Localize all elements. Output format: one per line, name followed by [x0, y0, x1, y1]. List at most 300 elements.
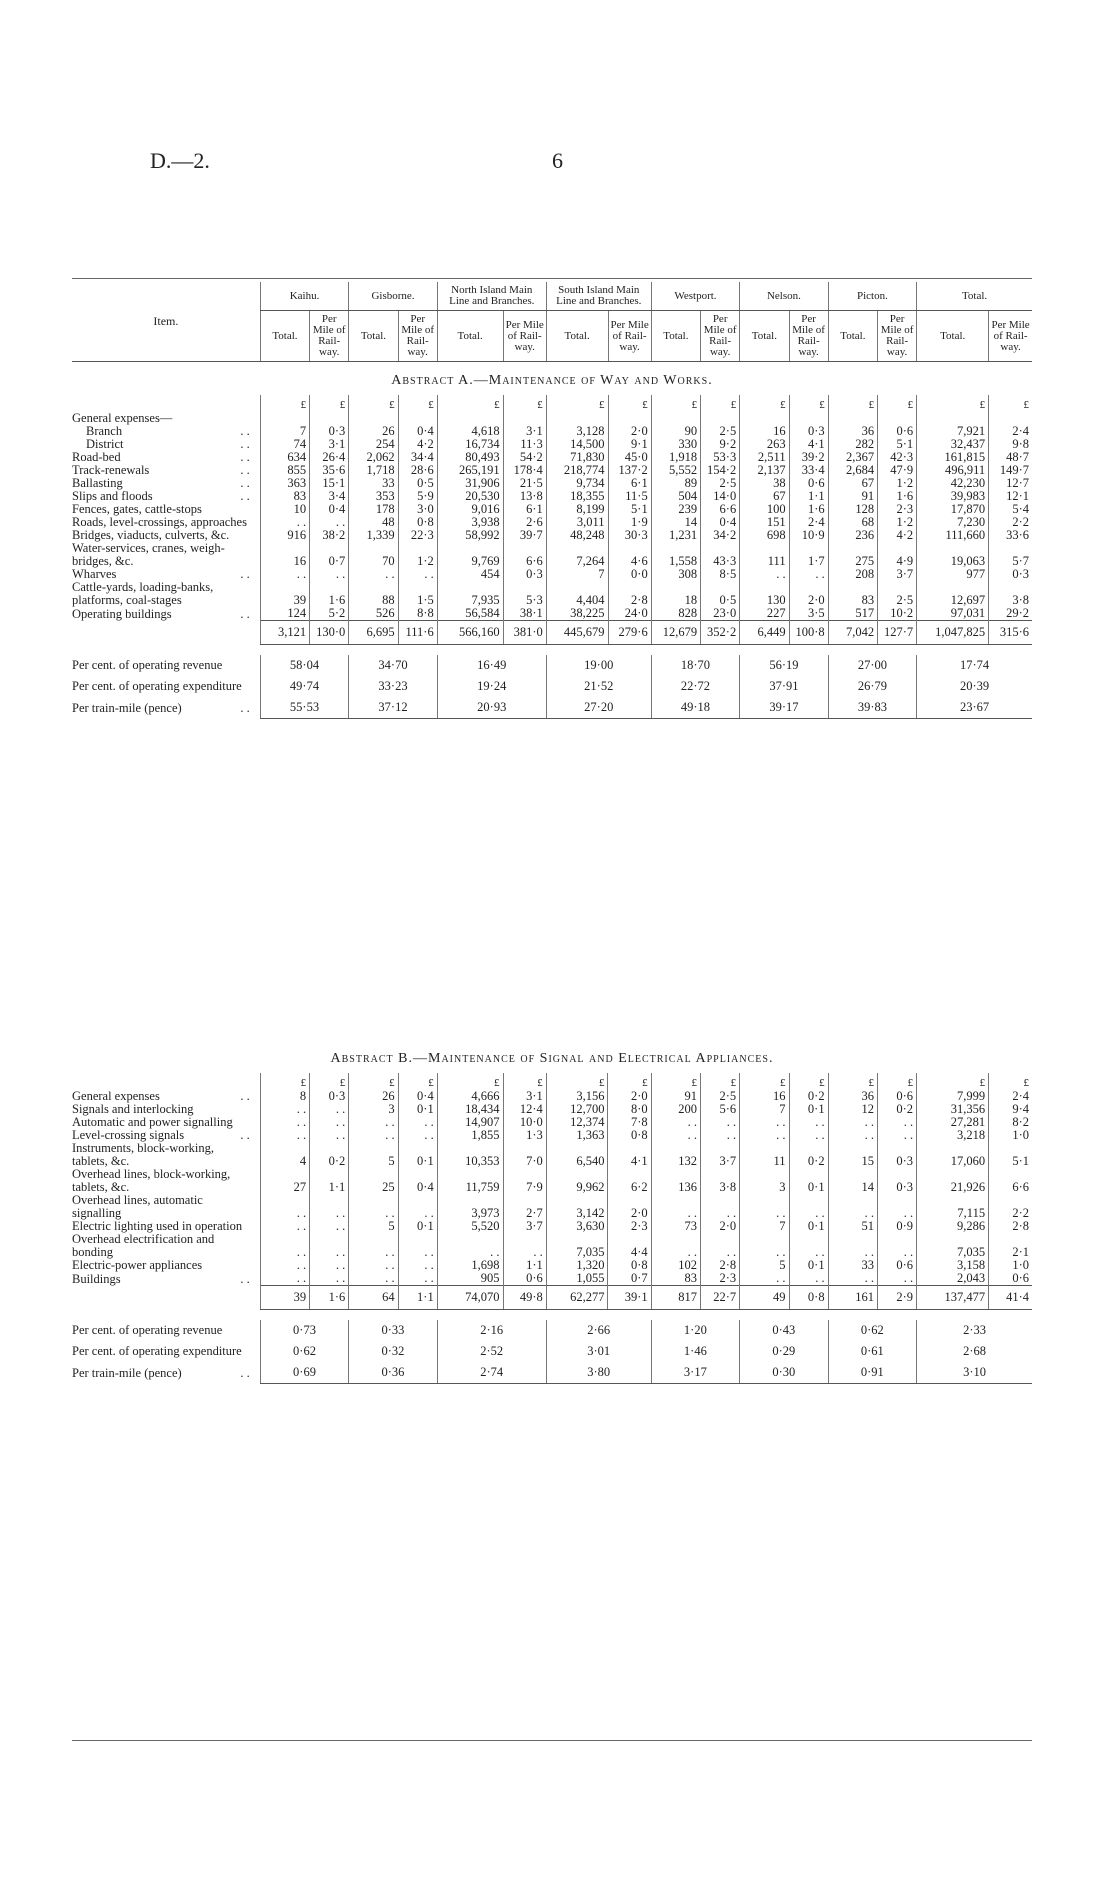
- value-cell: 496,911: [917, 464, 989, 477]
- total-cell: 137,477: [917, 1286, 989, 1310]
- value-cell: 89: [651, 477, 700, 490]
- value-cell: 0·3: [789, 425, 828, 438]
- per-mile-subheader: Per Mile of Rail-way.: [398, 311, 437, 362]
- leader-dots: . .: [240, 490, 250, 503]
- value-cell: 698: [740, 529, 789, 542]
- item-label: [72, 1272, 260, 1286]
- value-cell: 265,191: [437, 464, 503, 477]
- value-cell: 1,698: [437, 1259, 503, 1272]
- value-cell: 0·5: [398, 477, 437, 490]
- total-cell: 3,121: [260, 621, 309, 645]
- pound-sign: £: [917, 1073, 989, 1090]
- value-cell: 9·4: [989, 1103, 1032, 1116]
- value-cell: 9·1: [608, 438, 651, 451]
- item-label: [72, 438, 260, 451]
- value-cell: . .: [701, 1233, 740, 1259]
- value-cell: 16: [260, 542, 309, 568]
- value-cell: 16: [740, 425, 789, 438]
- value-cell: 7: [546, 568, 608, 581]
- value-cell: . .: [877, 1129, 916, 1142]
- value-cell: 8: [260, 1090, 309, 1103]
- value-cell: . .: [310, 1129, 349, 1142]
- total-cell: 381·0: [503, 621, 546, 645]
- value-cell: 3·7: [503, 1220, 546, 1233]
- value-cell: . .: [789, 1194, 828, 1220]
- value-cell: 1·7: [789, 542, 828, 568]
- value-cell: 10,353: [437, 1142, 503, 1168]
- value-cell: 161,815: [917, 451, 989, 464]
- value-cell: 2·3: [701, 1272, 740, 1286]
- item-label: [72, 425, 260, 438]
- value-cell: 828: [651, 607, 700, 621]
- value-cell: 0·6: [989, 1272, 1032, 1286]
- value-cell: 3·0: [398, 503, 437, 516]
- value-cell: 68: [828, 516, 877, 529]
- value-cell: 10·9: [789, 529, 828, 542]
- value-cell: . .: [260, 1194, 309, 1220]
- value-cell: 43·3: [701, 542, 740, 568]
- item-text: Branch: [86, 425, 123, 438]
- value-cell: . .: [310, 1259, 349, 1272]
- value-cell: . .: [349, 1259, 398, 1272]
- percentage-row: [72, 697, 1032, 719]
- table-row: [72, 607, 1032, 621]
- table-row: [72, 1220, 1032, 1233]
- value-cell: 20,530: [437, 490, 503, 503]
- value-cell: 2·5: [701, 1090, 740, 1103]
- value-cell: 0·1: [789, 1220, 828, 1233]
- group-header: Kaihu.: [260, 282, 348, 311]
- value-cell: 11,759: [437, 1168, 503, 1194]
- group-header: South Island Main Line and Branches.: [546, 282, 651, 311]
- value-cell: 54·2: [503, 451, 546, 464]
- value-cell: 916: [260, 529, 309, 542]
- pound-sign: £: [989, 1073, 1032, 1090]
- total-cell: 74,070: [437, 1286, 503, 1310]
- value-cell: 7,115: [917, 1194, 989, 1220]
- total-subheader: Total.: [917, 311, 989, 362]
- value-cell: 28·6: [398, 464, 437, 477]
- value-cell: 2·3: [608, 1220, 651, 1233]
- value-cell: 9·2: [701, 438, 740, 451]
- value-cell: 0·2: [310, 1142, 349, 1168]
- total-cell: 566,160: [437, 621, 503, 645]
- value-cell: 526: [349, 607, 398, 621]
- item-text: Level-crossing signals: [72, 1129, 185, 1142]
- pound-sign: £: [398, 1073, 437, 1090]
- pound-sign: £: [437, 395, 503, 412]
- group-header: Gisborne.: [349, 282, 437, 311]
- pound-sign: £: [701, 1073, 740, 1090]
- percentage-row: [72, 676, 1032, 697]
- value-cell: 7,035: [917, 1233, 989, 1259]
- total-cell: 64: [349, 1286, 398, 1310]
- value-cell: 14: [651, 516, 700, 529]
- value-cell: 8·8: [398, 607, 437, 621]
- value-cell: 5·4: [989, 503, 1032, 516]
- value-cell: . .: [503, 1233, 546, 1259]
- value-cell: 4·1: [608, 1142, 651, 1168]
- value-cell: 0·4: [398, 1168, 437, 1194]
- value-cell: [989, 412, 1032, 425]
- total-cell: 7,042: [828, 621, 877, 645]
- percentage-cell: 19·24: [437, 676, 546, 697]
- value-cell: 8·5: [701, 568, 740, 581]
- value-cell: 83: [260, 490, 309, 503]
- pound-sign: £: [828, 395, 877, 412]
- value-cell: 178: [349, 503, 398, 516]
- table-row: [72, 542, 1032, 568]
- value-cell: 9·8: [989, 438, 1032, 451]
- value-cell: 36: [828, 425, 877, 438]
- value-cell: 2·4: [989, 1090, 1032, 1103]
- value-cell: 18,355: [546, 490, 608, 503]
- value-cell: 39·2: [789, 451, 828, 464]
- value-cell: 4·4: [608, 1233, 651, 1259]
- value-cell: 7,230: [917, 516, 989, 529]
- item-text: Signals and interlocking: [72, 1103, 194, 1116]
- value-cell: 0·6: [877, 1090, 916, 1103]
- item-text: Overhead lines, block-working, tablets, &c.: [72, 1168, 231, 1194]
- value-cell: 0·4: [310, 503, 349, 516]
- value-cell: 218,774: [546, 464, 608, 477]
- value-cell: . .: [789, 568, 828, 581]
- value-cell: 5,552: [651, 464, 700, 477]
- value-cell: . .: [437, 1233, 503, 1259]
- value-cell: . .: [651, 1233, 700, 1259]
- percentage-cell: 2·66: [546, 1320, 651, 1341]
- value-cell: 39: [260, 581, 309, 607]
- value-cell: 2·5: [878, 581, 917, 607]
- per-mile-subheader: Per Mile of Rail-way.: [310, 311, 349, 362]
- value-cell: [651, 412, 700, 425]
- value-cell: 4·6: [608, 542, 651, 568]
- total-cell: 41·4: [989, 1286, 1032, 1310]
- percentage-cell: 2·16: [437, 1320, 546, 1341]
- value-cell: 154·2: [701, 464, 740, 477]
- value-cell: 905: [437, 1272, 503, 1286]
- total-cell: 817: [651, 1286, 700, 1310]
- pound-sign: £: [349, 1073, 398, 1090]
- pound-sign: £: [651, 1073, 700, 1090]
- item-text: Instruments, block-working, tablets, &c.: [72, 1142, 214, 1168]
- table-row: [72, 1259, 1032, 1272]
- pound-sign: £: [917, 395, 989, 412]
- value-cell: 1·1: [310, 1168, 349, 1194]
- value-cell: 17,870: [917, 503, 989, 516]
- value-cell: 45·0: [608, 451, 651, 464]
- value-cell: 12,697: [917, 581, 989, 607]
- value-cell: 0·6: [877, 1259, 916, 1272]
- value-cell: . .: [789, 1129, 828, 1142]
- item-label: [72, 1259, 260, 1272]
- value-cell: 51: [828, 1220, 877, 1233]
- value-cell: 3·1: [503, 1090, 546, 1103]
- value-cell: 0·3: [877, 1168, 916, 1194]
- value-cell: . .: [398, 568, 437, 581]
- table-top-rule: [72, 278, 1032, 279]
- value-cell: 3·8: [989, 581, 1032, 607]
- value-cell: . .: [260, 1220, 309, 1233]
- pound-sign: £: [546, 395, 608, 412]
- percentage-cell: 49·74: [260, 676, 348, 697]
- value-cell: . .: [398, 1116, 437, 1129]
- value-cell: 3: [349, 1103, 398, 1116]
- item-label: [72, 542, 260, 568]
- value-cell: . .: [398, 1259, 437, 1272]
- per-mile-subheader: Per Mile of Rail-way.: [503, 311, 546, 362]
- item-text: General expenses—: [72, 412, 173, 425]
- per-mile-subheader: Per Mile of Rail-way.: [608, 311, 651, 362]
- item-label: [72, 1168, 260, 1194]
- total-cell: 1,047,825: [917, 621, 989, 645]
- total-subheader: Total.: [740, 311, 789, 362]
- value-cell: 14,500: [546, 438, 608, 451]
- item-label: [72, 676, 260, 697]
- value-cell: 6·6: [701, 503, 740, 516]
- value-cell: 0·2: [789, 1142, 828, 1168]
- value-cell: . .: [349, 568, 398, 581]
- item-label: [72, 516, 260, 529]
- table-row: [72, 451, 1032, 464]
- value-cell: 0·2: [789, 1090, 828, 1103]
- value-cell: 38: [740, 477, 789, 490]
- value-cell: 4·2: [398, 438, 437, 451]
- value-cell: 0·5: [701, 581, 740, 607]
- value-cell: . .: [310, 1116, 349, 1129]
- value-cell: . .: [828, 1116, 877, 1129]
- table-row: [72, 1194, 1032, 1220]
- item-label: [72, 464, 260, 477]
- value-cell: 1·0: [989, 1129, 1032, 1142]
- table-row: [72, 1142, 1032, 1168]
- percentage-cell: 39·83: [828, 697, 916, 719]
- value-cell: 3·1: [310, 438, 349, 451]
- value-cell: 83: [828, 581, 877, 607]
- value-cell: 0·7: [608, 1272, 651, 1286]
- value-cell: [310, 412, 349, 425]
- value-cell: . .: [651, 1194, 700, 1220]
- pound-sign: £: [740, 1073, 789, 1090]
- total-cell: 1·1: [398, 1286, 437, 1310]
- value-cell: 33·4: [789, 464, 828, 477]
- value-cell: 7·9: [503, 1168, 546, 1194]
- value-cell: 38·1: [503, 607, 546, 621]
- item-label: [72, 607, 260, 621]
- value-cell: . .: [349, 1194, 398, 1220]
- percentage-cell: 0·32: [349, 1341, 437, 1362]
- value-cell: 35·6: [310, 464, 349, 477]
- percentage-cell: 0·43: [740, 1320, 828, 1341]
- value-cell: . .: [310, 568, 349, 581]
- value-cell: 2·5: [701, 477, 740, 490]
- value-cell: 1·6: [789, 503, 828, 516]
- value-cell: 3,156: [546, 1090, 608, 1103]
- value-cell: 17,060: [917, 1142, 989, 1168]
- value-cell: 308: [651, 568, 700, 581]
- total-cell: 2·9: [877, 1286, 916, 1310]
- value-cell: 34·2: [701, 529, 740, 542]
- percentage-cell: 0·69: [260, 1362, 348, 1384]
- table-row: [72, 464, 1032, 477]
- value-cell: 70: [349, 542, 398, 568]
- value-cell: . .: [877, 1272, 916, 1286]
- value-cell: 0·3: [503, 568, 546, 581]
- value-cell: 10: [260, 503, 309, 516]
- value-cell: 67: [740, 490, 789, 503]
- page-number: 6: [552, 148, 563, 173]
- percentage-cell: 27·00: [828, 655, 916, 676]
- value-cell: 1·2: [398, 542, 437, 568]
- item-text: Track-renewals: [72, 464, 150, 477]
- percentage-cell: 34·70: [349, 655, 437, 676]
- table-row: [72, 529, 1032, 542]
- value-cell: 2·8: [608, 581, 651, 607]
- percentage-cell: 16·49: [437, 655, 546, 676]
- value-cell: 38·2: [310, 529, 349, 542]
- percentage-cell: 0·29: [740, 1341, 828, 1362]
- item-label: [72, 697, 260, 719]
- percentage-cell: 0·62: [260, 1341, 348, 1362]
- value-cell: 56,584: [437, 607, 503, 621]
- item-text: Per cent. of operating expenditure: [72, 679, 242, 693]
- value-cell: . .: [310, 516, 349, 529]
- value-cell: [878, 412, 917, 425]
- value-cell: . .: [828, 1272, 877, 1286]
- value-cell: [608, 412, 651, 425]
- value-cell: 2·1: [989, 1233, 1032, 1259]
- percentage-cell: 0·73: [260, 1320, 348, 1341]
- value-cell: 4,618: [437, 425, 503, 438]
- value-cell: 353: [349, 490, 398, 503]
- value-cell: . .: [398, 1233, 437, 1259]
- table-row: [72, 412, 1032, 425]
- value-cell: . .: [310, 1233, 349, 1259]
- value-cell: 1·2: [878, 477, 917, 490]
- value-cell: 5·2: [310, 607, 349, 621]
- value-cell: 7,999: [917, 1090, 989, 1103]
- value-cell: 1·6: [310, 581, 349, 607]
- value-cell: 3,142: [546, 1194, 608, 1220]
- item-text: Overhead lines, automatic signalling: [72, 1194, 203, 1220]
- group-header: Westport.: [651, 282, 739, 311]
- table-row: [72, 1103, 1032, 1116]
- value-cell: 239: [651, 503, 700, 516]
- value-cell: 2·0: [701, 1220, 740, 1233]
- value-cell: . .: [740, 568, 789, 581]
- value-cell: 254: [349, 438, 398, 451]
- value-cell: 2,137: [740, 464, 789, 477]
- percentage-cell: 37·12: [349, 697, 437, 719]
- leader-dots: . .: [240, 700, 250, 715]
- percentage-row: [72, 1362, 1032, 1384]
- value-cell: . .: [789, 1233, 828, 1259]
- value-cell: 3,973: [437, 1194, 503, 1220]
- value-cell: 9,286: [917, 1220, 989, 1233]
- pound-sign: £: [989, 395, 1032, 412]
- item-text: General expenses: [72, 1090, 160, 1103]
- value-cell: . .: [310, 1194, 349, 1220]
- value-cell: 4·2: [878, 529, 917, 542]
- table-row: [72, 1129, 1032, 1142]
- value-cell: 31,356: [917, 1103, 989, 1116]
- total-cell: 279·6: [608, 621, 651, 645]
- value-cell: . .: [310, 1220, 349, 1233]
- value-cell: 12·4: [503, 1103, 546, 1116]
- value-cell: 30·3: [608, 529, 651, 542]
- abstract-b-table: [72, 1040, 1032, 1384]
- value-cell: 7·0: [503, 1142, 546, 1168]
- pound-sign: £: [546, 1073, 608, 1090]
- value-cell: 53·3: [701, 451, 740, 464]
- total-cell: 39: [260, 1286, 309, 1310]
- value-cell: 1,231: [651, 529, 700, 542]
- value-cell: 5·1: [989, 1142, 1032, 1168]
- pound-sign: £: [437, 1073, 503, 1090]
- value-cell: 0·6: [878, 425, 917, 438]
- value-cell: 1,055: [546, 1272, 608, 1286]
- value-cell: 0·3: [989, 568, 1032, 581]
- percentage-cell: 39·17: [740, 697, 828, 719]
- item-text: District: [86, 438, 124, 451]
- value-cell: 363: [260, 477, 309, 490]
- value-cell: 0·1: [398, 1103, 437, 1116]
- value-cell: 2·3: [878, 503, 917, 516]
- blank-cell: [72, 1073, 260, 1090]
- total-cell: 22·7: [701, 1286, 740, 1310]
- value-cell: 48: [349, 516, 398, 529]
- total-cell: 0·8: [789, 1286, 828, 1310]
- leader-dots: . .: [240, 464, 250, 477]
- value-cell: 19,063: [917, 542, 989, 568]
- value-cell: 90: [651, 425, 700, 438]
- total-cell: 49: [740, 1286, 789, 1310]
- value-cell: . .: [260, 1129, 309, 1142]
- pound-sign: £: [310, 395, 349, 412]
- item-label: [72, 1116, 260, 1129]
- value-cell: 2·2: [989, 516, 1032, 529]
- value-cell: . .: [349, 1116, 398, 1129]
- value-cell: 14: [828, 1168, 877, 1194]
- item-text: Water-services, cranes, weigh-bridges, &c.: [72, 542, 225, 568]
- value-cell: 5·9: [398, 490, 437, 503]
- value-cell: 5: [349, 1142, 398, 1168]
- item-label: [72, 1090, 260, 1103]
- value-cell: 83: [651, 1272, 700, 1286]
- value-cell: 0·7: [310, 542, 349, 568]
- value-cell: . .: [310, 1103, 349, 1116]
- percentage-cell: 37·91: [740, 676, 828, 697]
- table-row: [72, 503, 1032, 516]
- value-cell: 200: [651, 1103, 700, 1116]
- percentage-cell: 19·00: [546, 655, 651, 676]
- value-cell: 36: [828, 1090, 877, 1103]
- table-row: [72, 568, 1032, 581]
- value-cell: 80,493: [437, 451, 503, 464]
- value-cell: . .: [349, 1272, 398, 1286]
- value-cell: 3,011: [546, 516, 608, 529]
- item-label: [72, 568, 260, 581]
- value-cell: 0·1: [789, 1168, 828, 1194]
- pound-sign: £: [877, 1073, 916, 1090]
- value-cell: [701, 412, 740, 425]
- table-row: [72, 1233, 1032, 1259]
- value-cell: 4·9: [878, 542, 917, 568]
- value-cell: 504: [651, 490, 700, 503]
- leader-dots: . .: [240, 1090, 250, 1103]
- value-cell: 7,921: [917, 425, 989, 438]
- item-label: [72, 412, 260, 425]
